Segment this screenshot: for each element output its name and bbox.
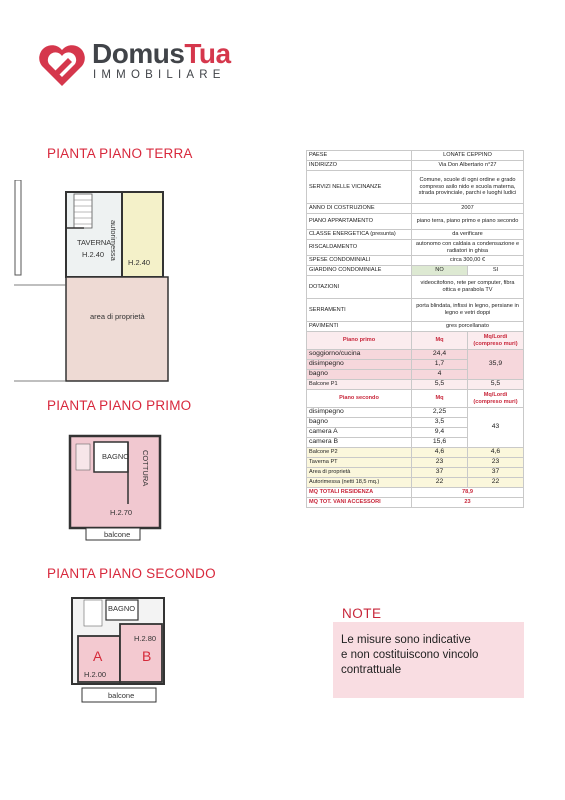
brand-name: [92, 38, 231, 70]
camera-b-letter: B: [142, 648, 152, 664]
note-line-2: e non costituiscono vincolo: [341, 649, 479, 661]
table-row-name: bagno: [307, 418, 412, 428]
giardino-no: NO: [412, 266, 468, 276]
table-row-mq: 37: [412, 468, 468, 478]
table-row-name: disimpegno: [307, 360, 412, 370]
cell-key: CLASSE ENERGETICA (presunta): [307, 230, 412, 240]
taverna-height: H.2.40: [82, 250, 105, 259]
table-row-mq: 1,7: [412, 360, 468, 370]
secondo-header-lordi: Mq/Lordi (compreso muri): [468, 390, 524, 408]
area-label: area di proprietà: [90, 312, 145, 321]
table-row-name: Taverna PT: [307, 458, 412, 468]
note-line-3: contrattuale: [341, 664, 402, 676]
cell-value: piano terra, piano primo e piano secondo: [412, 214, 524, 230]
cell-value: videocitofono, rete per computer, fibra ottica e parabola TV: [412, 276, 524, 299]
logo-mark: [38, 42, 86, 88]
secondo-header-mq: Mq: [412, 390, 468, 408]
property-table: [306, 150, 524, 508]
table-row-name: camera A: [307, 428, 412, 438]
table-row-mq: 24,4: [412, 350, 468, 360]
table-row-lordi: 22: [468, 478, 524, 488]
table-row-mq: 22: [412, 478, 468, 488]
table-row-mq: 23: [412, 458, 468, 468]
bagno-label-2: BAGNO: [108, 604, 136, 613]
secondo-header-name: Piano secondo: [307, 390, 412, 408]
primo-lordi-total: 35,9: [468, 350, 524, 380]
table-row-mq: 3,5: [412, 418, 468, 428]
plan-primo-title: PIANTA PIANO PRIMO: [47, 398, 192, 413]
cell-key: SERRAMENTI: [307, 299, 412, 322]
table-row-name: Balcone P1: [307, 380, 412, 390]
total-accessori-value: 23: [412, 498, 524, 508]
plan-terra: [14, 180, 174, 390]
table-row-name: disimpegno: [307, 408, 412, 418]
table-row-name: Autorimessa (netti 18,5 mq.): [307, 478, 412, 488]
cell-key: SERVIZI NELLE VICINANZE: [307, 171, 412, 204]
cell-value: circa 300,00 €: [412, 256, 524, 266]
total-residenza-value: 78,9: [412, 488, 524, 498]
table-row-lordi: 4,6: [468, 448, 524, 458]
secondo-lordi-total: 43: [468, 408, 524, 448]
brand-part1: Domus: [92, 38, 185, 69]
primo-height: H.2.70: [110, 508, 133, 517]
table-row-mq: 15,6: [412, 438, 468, 448]
table-row-mq: 4: [412, 370, 468, 380]
table-row-lordi: 37: [468, 468, 524, 478]
cell-key: RISCALDAMENTO: [307, 240, 412, 256]
cell-value: Comune, scuole di ogni ordine e grado compreso asilo nido e scuola materna, strada provinciale, parchi e luoghi ludici: [412, 171, 524, 204]
cell-key: SPESE CONDOMINIALI: [307, 256, 412, 266]
cell-value: Via Don Albertario n°27: [412, 161, 524, 171]
table-row-mq: 2,25: [412, 408, 468, 418]
giardino-si: SI: [468, 266, 524, 276]
brand-subtitle: IMMOBILIARE: [93, 69, 226, 81]
plan-secondo-title: PIANTA PIANO SECONDO: [47, 566, 216, 581]
primo-header-lordi: Mq/Lordi (compreso muri): [468, 332, 524, 350]
cell-key: INDIRIZZO: [307, 161, 412, 171]
cell-value: gres porcellanato: [412, 322, 524, 332]
total-accessori-label: MQ TOT. VANI ACCESSORI: [307, 498, 412, 508]
cell-value: da verificare: [412, 230, 524, 240]
total-residenza-label: MQ TOTALI RESIDENZA: [307, 488, 412, 498]
table-row-mq: 5,5: [412, 380, 468, 390]
note-line-1: Le misure sono indicative: [341, 634, 471, 646]
brand-part2: Tua: [184, 38, 231, 69]
cell-value: 2007: [412, 204, 524, 214]
plan-secondo: [68, 594, 168, 706]
plan-terra-title: PIANTA PIANO TERRA: [47, 146, 193, 161]
cell-value: autonomo con caldaia a condensazione e radiatori in ghisa: [412, 240, 524, 256]
table-row-mq: 4,6: [412, 448, 468, 458]
cell-key: PAESE: [307, 151, 412, 161]
cell-value: porta blindata, infissi in legno, persiane in legno e vetri doppi: [412, 299, 524, 322]
note-text: [341, 633, 521, 678]
table-row-lordi: 5,5: [468, 380, 524, 390]
plan-primo: [66, 432, 166, 542]
balcone-label-2: balcone: [108, 691, 135, 700]
table-row-name: Balcone P2: [307, 448, 412, 458]
secondo-height-a: H.2.00: [84, 670, 107, 679]
table-row-name: Area di proprietà: [307, 468, 412, 478]
cell-key: PIANO APPARTAMENTO: [307, 214, 412, 230]
secondo-height-b: H.2.80: [134, 634, 157, 643]
cell-key: ANNO DI COSTRUZIONE: [307, 204, 412, 214]
autorimessa-height: H.2.40: [128, 258, 151, 267]
camera-a-letter: A: [93, 648, 103, 664]
primo-header-mq: Mq: [412, 332, 468, 350]
balcone-label: balcone: [104, 530, 131, 539]
table-row-mq: 9,4: [412, 428, 468, 438]
cell-key: GIARDINO CONDOMINIALE: [307, 266, 412, 276]
table-row-name: camera B: [307, 438, 412, 448]
note-title: NOTE: [342, 606, 382, 621]
primo-header-name: Piano primo: [307, 332, 412, 350]
taverna-label: TAVERNA: [77, 238, 112, 247]
cell-key: PAVIMENTI: [307, 322, 412, 332]
table-row-name: bagno: [307, 370, 412, 380]
cell-value: LONATE CEPPINO: [412, 151, 524, 161]
table-row-lordi: 23: [468, 458, 524, 468]
cottura-label: COTTURA: [141, 450, 150, 487]
table-row-name: soggiorno/cucina: [307, 350, 412, 360]
bagno-label: BAGNO: [102, 452, 130, 461]
autorimessa-label: autorimessa: [109, 220, 118, 261]
cell-key: DOTAZIONI: [307, 276, 412, 299]
